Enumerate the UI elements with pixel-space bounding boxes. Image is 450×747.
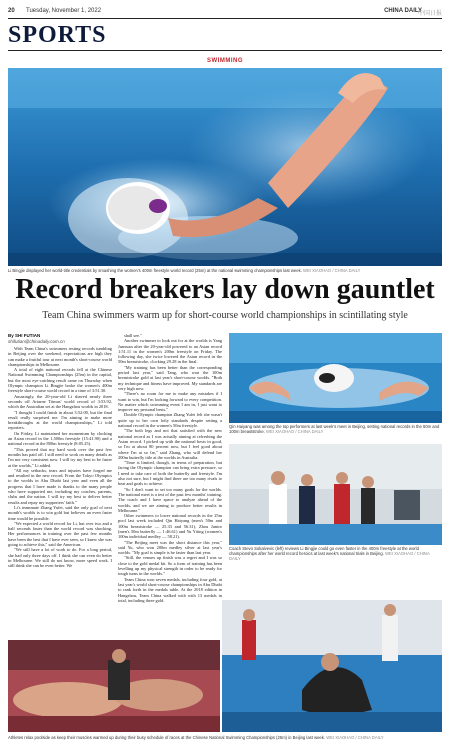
article-paragraph: Li's teammate Zhang Yufei, said the only goal of next month's worlds is to win gold but believes an even faster time would be possible. [8,504,112,521]
photo-athletes-relax-right [222,600,442,732]
article-paragraph: "Still, the venues up finish was a regret and I was so close to the gold medal bit. So a form of training has been levelling up my physical strength in order to be ready for tough turns in the worlds." [118,555,222,577]
article-paragraph: "The both legs and not that satisfied with the new national record as I was actually aiming at refreshing the Asian record. I picked up with the national bests in good, so I'm at about 80 percent now, but I feel good about where I'm at so far," said Zhang, who will defend her 200m butterfly title at the worlds in Australia. [118,428,222,460]
photo-credit: WEI XIAOHAO / CHINA DAILY [266,429,324,434]
byline [8,333,65,345]
article-paragraph: With Team China's swimmers resting records tumbling in Beijing over the weekend, expectations are high they can make a fruitful tour at next month's short-course world championships in Melbourne. [8,346,112,367]
article-column-2 [118,333,222,636]
issue-date: Tuesday, November 1, 2022 [26,8,102,14]
article-deck: Team China swimmers warm up for short-course world championships in scintillating style [42,310,408,321]
photo-credit: WEI XIAOHAO / CHINA DAILY [303,268,361,273]
article-paragraph: Team China won seven medals, including four gold, at last year's world short-course championships in Abu Dhabi to rank forth in the medals table. At the 2018 edition in Hangzhou, Team China walked with with 13 medals in total, including three gold. [118,576,222,603]
section-title: SPORTS [8,22,107,48]
photo-athletes-relax-left [8,640,220,732]
main-photo-caption [8,268,442,273]
swimmer-illustration [8,68,442,266]
article-paragraph: "So I don't want to set too many goals for the worlds. The national meet is a test of the past few months' training. The coach and I have space to analyze ahead of the worlds, and we are aiming to produce better results in Melbourne." [118,486,222,513]
byline-name: By SHI FUTIAN [8,333,41,338]
caption-text: Qin Haiyang was among the top performers at last week's meet in Beijing, setting national records in the 50m and 100m breaststroke. [229,424,440,434]
article-paragraph: "Time is limited, though, in terms of preparation, but facing the Olympic champion can bring extra pressure, so I need to take care of both the butterfly and freestyle. I'm also not sure, but I might find there are too many rivals to beat and goals to achieve. [118,460,222,487]
photo-credit: WEI XIAOHAO / CHINA DAILY [326,735,384,740]
article-paragraph: "The Beijing meet was the short distance this year," said Yu, who won 200m medley silver at last year's worlds. "My goal is simple is be faster than last year. [118,539,222,556]
athletes-massage-illustration [8,640,220,732]
article-paragraph: "We expected a world record for Li, but over two and a half seconds faster than the world record was shocking. Her performances in training over the past few months have been the best that I have ever seen, so I knew she was going to achieve this," said the American. [8,520,112,547]
article-paragraph: "All my setbacks, tears and injuries have forged me and resulted in the new record. From the Tokyo Olympics to the worlds in Abu Dhabi last year and even all the progress that I have made is thanks to the many people who have supported me, including my coaches, parents, clubs and the nation. I will try my best to deliver better results and repay my supporters' faith." [8,467,112,505]
caption-text: Athletes relax poolside as keep their muscles warmed up during their busy schedule of races at the Chinese National Swimming Championships (25m) in Beijing last week. [8,735,326,740]
article-paragraph: Other swimmers to lower national records in the 25m pool last week included Qin Haiyang (men's 50m and 100m breaststroke — 25.33 and 56.31), Zhou Junior (men's 50m butterfly — 1:46.61) and Yu Yiting (women's 100m individual medley — 58.21). [118,513,222,540]
article-paragraph: "There's no room for me to make any mistakes if I want to win, but I'm looking forward to every competition. No matter which swimming event I am in, I just want to improve my personal bests." [118,391,222,413]
article-headline: Record breakers lay down gauntlet [15,274,435,305]
article-paragraph: "We still have a lot of work to do. For a long period, she had only three days off. I think she can even do better in Melbourne. We still do not know, more speed work. I still think she can be even better. We [8,547,112,569]
page-number: 20 [8,8,15,14]
athlete-stretching-illustration [222,600,442,732]
article-paragraph: A total of eight national records fell at the Chinese National Swimming Championships (25m) in the capital, but the most eye-catching result came on Thursday when Olympic champion Li Bingjie broke the women's 400m freestyle short-course world record in a time of 3:51.30. [8,367,112,394]
paper-name-cn: 中国日报 [417,11,442,17]
article-paragraph: "I thought I could finish in about 3:52:00, but the final result really surprised me. I'm aiming to make more breakthroughs at the world championships," Li told reporters. [8,409,112,431]
masthead-rule [8,18,442,19]
photo-coach-review [229,444,442,545]
article-paragraph: Double Olympic champion Zhang Yufei felt she wasn't quite up to her own lofty standards despite setting a national record in the women's 50m freestyle. [118,412,222,429]
article-column-1 [8,346,112,636]
breaststroke-illustration [229,333,442,423]
article-paragraph: "This proved that my hard work over the past few months has paid off. I still need to work on many details as I'm not very consistent now. I will try my best to be faster at the worlds," Li added. [8,446,112,468]
coach-photo-caption [229,546,442,561]
paper-name: CHINA DAILY [384,8,422,14]
caption-text: Li Bingjie displayed her world-title credentials by smashing the women's 400m freestyle world record (25m) at the national swimming championships last week. [8,268,302,273]
article-paragraph: shall see." [124,333,142,338]
photo-credit: WEI XIAOHAO / CHINA DAILY [229,551,430,561]
qin-photo-caption [229,424,442,434]
article-paragraph: On Friday, Li maintained her momentum by clocking an Asian record in the 1,500m freestyle (15:41.90) and a national record in the 800m freestyle (8:05.25). [8,430,112,447]
article-paragraph: Amazingly, the 20-year-old Li shaved nearly three seconds off Ariarne Titmus' world record of 3:53.92, which the Australian set at the Hangzhou worlds in 2018. [8,393,112,410]
photo-qin-haiyang [229,333,442,423]
article-paragraph: Another swimmer to look out for at the worlds is Yang Junxuan after the 20-year-old powered to an Asian record 1:51.11 in the women's 200m freestyle on Friday. The following day, she twice lowered the Asian record in the 50m breaststroke, clocking 29.28 in the final. [118,338,222,365]
article-paragraph: "My training has been better than the corresponding period last year," said Tang, who won the 100m breaststroke gold at last year's short-course worlds. "Both my technique and fitness have improved. My standards are very high now. [118,364,222,391]
bottom-photo-caption [8,735,442,740]
section-kicker: SWIMMING [207,58,243,64]
caption-text: Coach Stevo Sokalvevic (left) reviews Li Bingjie could go even faster in the 400m freestyle at the world championships after her world record heroics at last week's national trials in Beijing. [229,546,419,556]
section-rule [8,50,442,51]
masthead [8,8,442,18]
byline-email: shifutian@chinadaily.com.cn [8,339,65,344]
poolside-coach-illustration [229,444,442,545]
main-photo-swimmer [8,68,442,266]
